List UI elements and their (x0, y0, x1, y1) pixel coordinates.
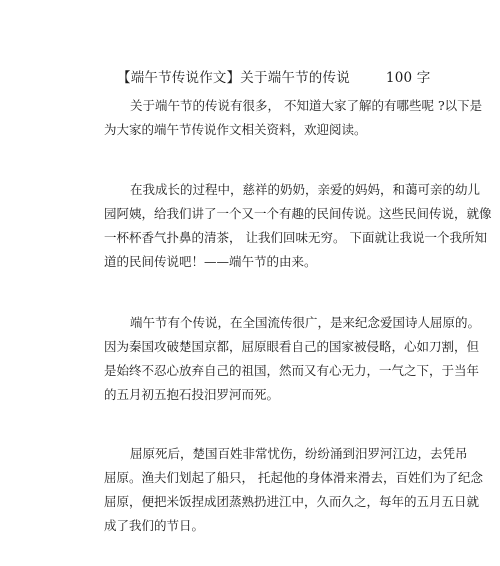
paragraph-quyuan (104, 442, 483, 538)
paragraph-line: 在我成长的过程中，慈祥的奶奶，亲爱的妈妈，和蔼可亲的幼儿 (130, 182, 481, 197)
paragraph-line: 的五月初五抱石投汨罗河而死。 (104, 387, 280, 402)
paragraph-line: 园阿姨，给我们讲了一个又一个有趣的民间传说。这些民间传说，就像 (104, 206, 492, 221)
paragraph-childhood (104, 178, 492, 274)
paragraph-line: 一杯杯香气扑鼻的清茶， 让我们回味无穷。 下面就让我说一个我所知 (104, 230, 487, 245)
paragraph-line: 为大家的端午节传说作文相关资料，欢迎阅读。 (104, 122, 367, 137)
title-text: 【端午节传说作文】关于端午节的传说 (117, 70, 350, 86)
paragraph-line: 屈原死后，楚国百姓非常忧伤，纷纷涌到汨罗河江边，去凭吊 (130, 446, 468, 461)
paragraph-line: 屈原。渔夫们划起了船只， 托起他的身体滑来滑去，百姓们为了纪念 (104, 470, 483, 485)
paragraph-line: 因为秦国攻破楚国京都，屈原眼看自己的国家被侵略，心如刀割，但 (104, 339, 480, 354)
paragraph-line: 是始终不忍心放弃自己的祖国，然而又有心无力，一气之下，于当年 (104, 363, 480, 378)
paragraph-line: 屈原，便把米饭捏成团蒸熟扔进江中，久而久之，每年的五月五日就 (104, 494, 480, 509)
paragraph-intro (104, 94, 483, 142)
paragraph-line: 关于端午节的传说有很多， 不知道大家了解的有哪些呢 ?以下是 (130, 98, 483, 113)
paragraph-legend (104, 311, 481, 407)
title-word-count: 100 字 (385, 70, 431, 86)
paragraph-line: 端午节有个传说，在全国流传很广，是来纪念爱国诗人屈原的。 (130, 315, 481, 330)
document-title (117, 66, 430, 86)
paragraph-line: 成了我们的节日。 (104, 518, 205, 533)
paragraph-line: 道的民间传说吧！——端午节的由来。 (104, 254, 317, 269)
